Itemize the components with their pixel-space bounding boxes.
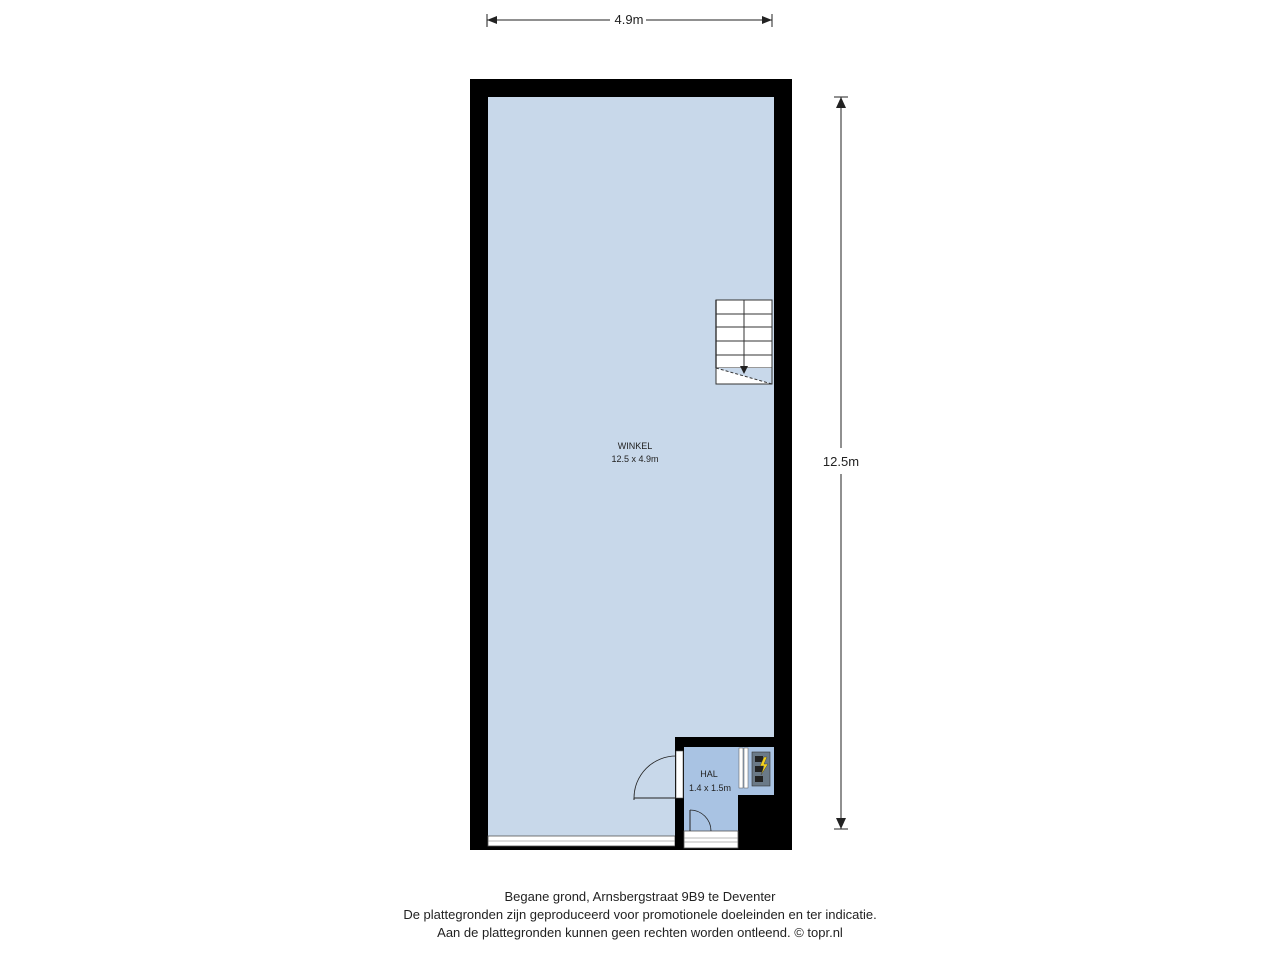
height-label: 12.5m [822,454,860,469]
front-window [488,836,675,846]
room-winkel [488,97,774,838]
winkel-name: WINKEL [617,441,653,451]
hal-size: 1.4 x 1.5m [688,783,732,793]
caption-disclaimer: De plattegronden zijn geproduceerd voor promotionele doeleinden en ter indicatie. [403,907,877,922]
winkel-size: 12.5 x 4.9m [611,454,659,464]
width-label: 4.9m [614,12,644,27]
meter-cupboard [738,747,774,795]
hal-front-door [684,831,738,848]
caption [0,888,1280,942]
staircase [716,300,772,384]
hal-name: HAL [700,769,718,779]
caption-title: Begane grond, Arnsbergstraat 9B9 te Deventer [504,889,776,904]
width-dimension [487,12,772,27]
caption-rights: Aan de plattegronden kunnen geen rechten worden ontleend. © topr.nl [437,925,843,940]
height-dimension [823,97,859,829]
